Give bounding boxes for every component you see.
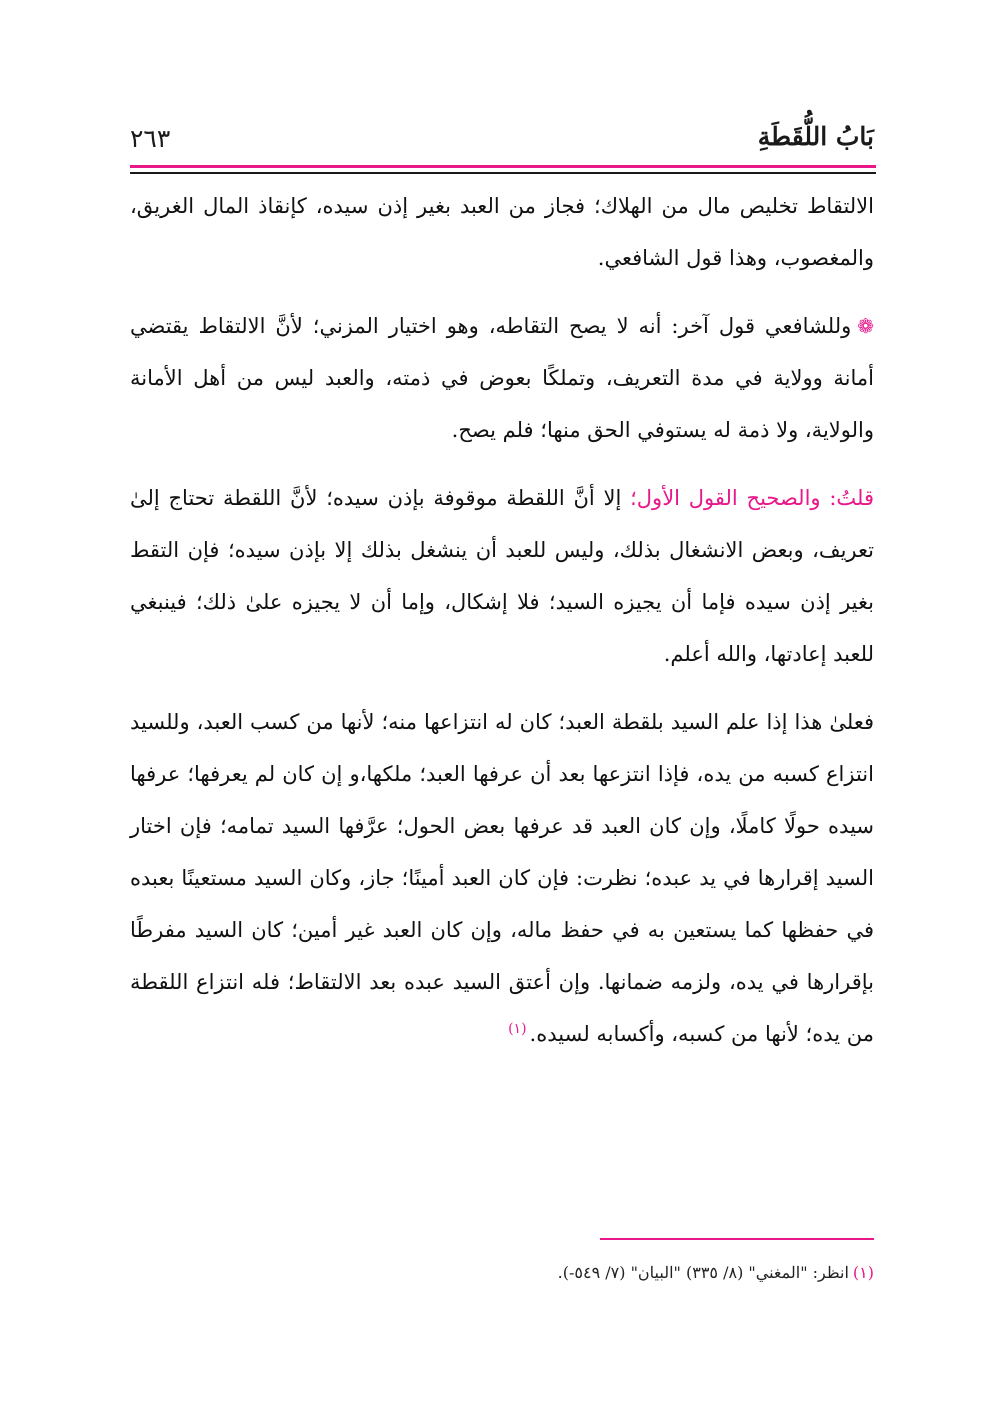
page-number: ٢٦٣ — [130, 124, 171, 153]
footnote — [130, 1260, 874, 1286]
paragraph-1 — [130, 180, 874, 284]
paragraph-3-text: إلا أنَّ اللقطة موقوفة بإذن سيده؛ لأنَّ اللقطة تحتاج إلىٰ تعريف، وبعض الانشغال بذلك، وليس للعبد أن ينشغل بذلك إلا بإذن سيده؛ فإن التقط بغير إذن سيده فإما أن يجيزه السيد؛ فلا إشكال، وإما أن لا يجيزه علىٰ ذلك؛ فينبغي للعبد إعادتها، والله أعلم. — [130, 486, 874, 666]
flower-ornament-icon: ❁ — [857, 314, 874, 338]
footnote-number: (١) — [852, 1263, 874, 1282]
footnote-reference[interactable]: (١) — [508, 1021, 527, 1037]
paragraph-2 — [130, 300, 874, 456]
paragraph-2-text: وللشافعي قول آخر: أنه لا يصح التقاطه، وهو اختيار المزني؛ لأنَّ الالتقاط يقتضي أمانة وولاية في مدة التعريف، وتملكًا بعوض في ذمته، والعبد ليس من أهل الأمانة والولاية، ولا ذمة له يستوفي الحق منها؛ فلم يصح. — [130, 314, 874, 442]
page-header — [130, 118, 874, 162]
header-rule-pink — [130, 165, 876, 168]
chapter-title: بَابُ اللُّقَطَةِ — [757, 122, 874, 151]
paragraph-4-text: فعلىٰ هذا إذا علم السيد بلقطة العبد؛ كان له انتزاعها منه؛ لأنها من كسب العبد، وللسيد انتزاع كسبه من يده، فإذا انتزعها بعد أن عرفها العبد؛ ملكها،و إن كان لم يعرفها؛ عرفها سيده حولًا كاملًا، وإن كان العبد قد عرفها بعض الحول؛ عرَّفها السيد تمامه؛ فإن اختار السيد إقرارها في يد عبده؛ نظرت: فإن كان العبد أمينًا؛ جاز، وكان السيد مستعينًا بعبده في حفظها كما يستعين به في حفظ ماله، وإن كان العبد غير أمين؛ كان السيد مفرطًا بإقرارها في يده، ولزمه ضمانها. وإن أعتق السيد عبده بعد الالتقاط؛ فله انتزاع اللقطة من يده؛ لأنها من كسبه، وأكسابه لسيده. — [130, 710, 874, 1046]
footnote-rule — [600, 1238, 874, 1240]
paragraph-1-text: الالتقاط تخليص مال من الهلاك؛ فجاز من العبد بغير إذن سيده، كإنقاذ المال الغريق، والمغصوب، وهذا قول الشافعي. — [130, 194, 874, 270]
paragraph-4 — [130, 696, 874, 1060]
page-body — [130, 180, 874, 1060]
header-rule-black — [130, 172, 876, 174]
footnote-text: انظر: "المغني" (٨/ ٣٣٥) "البيان" (٧/ ٥٤٩-). — [557, 1263, 849, 1282]
paragraph-3-lead: قلتُ: والصحيح القول الأول؛ — [630, 486, 874, 510]
paragraph-3 — [130, 472, 874, 680]
